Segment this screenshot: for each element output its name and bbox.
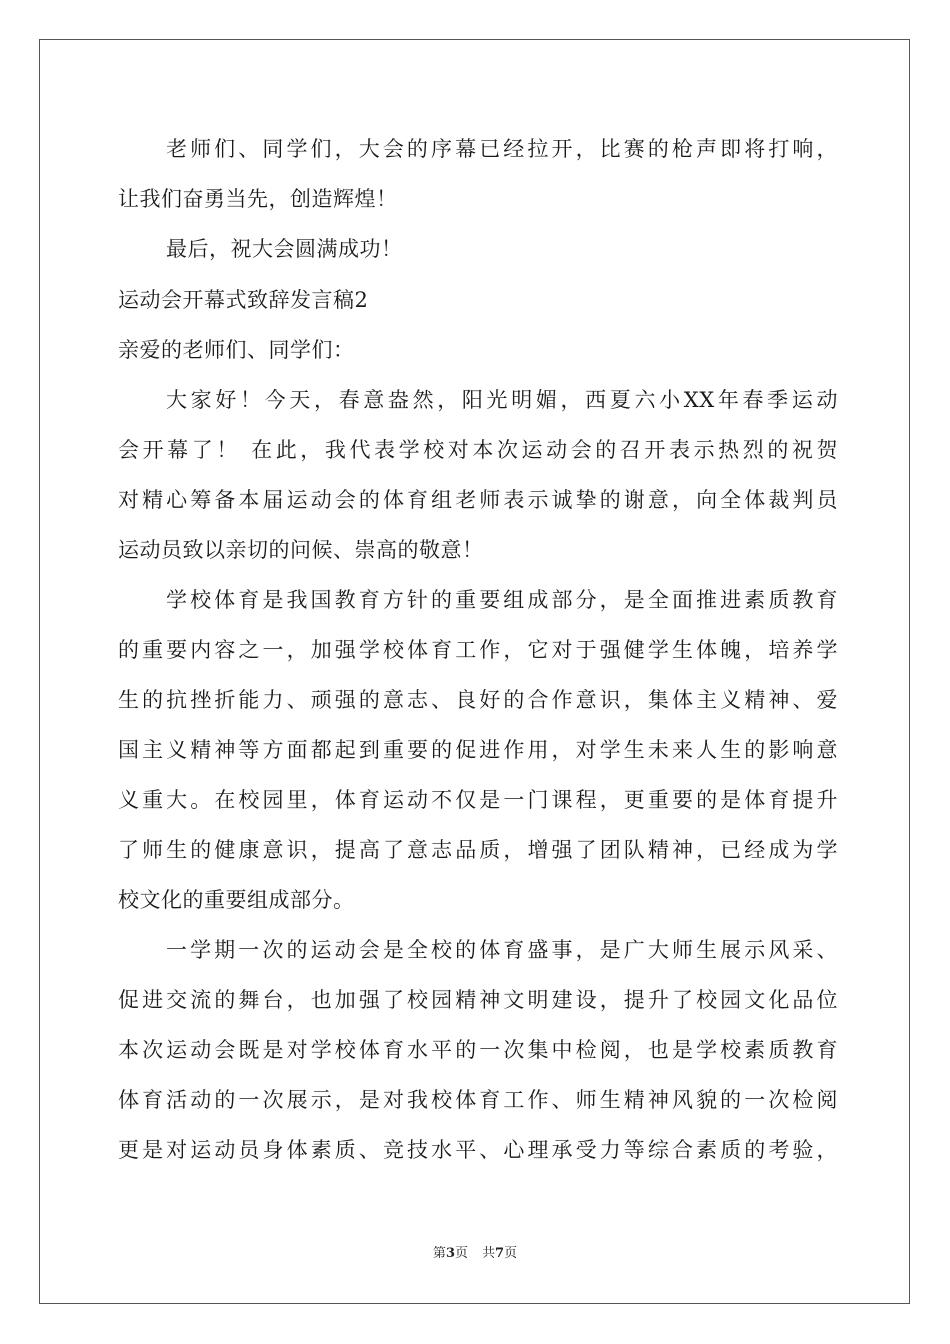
footer-page-total: 7	[495, 1246, 505, 1261]
footer-page-prefix: 第	[432, 1246, 446, 1261]
paragraph-line-21: 更是对运动员身体素质、竞技水平、心理承受力等综合素质的考验，	[118, 1138, 838, 1162]
paragraph-line-9: 运动员致以亲切的问候、崇高的敬意！	[118, 538, 484, 562]
paragraph-line-10: 学校体育是我国教育方针的重要组成部分，是全面推进素质教育	[166, 588, 838, 612]
paragraph-line-11: 的重要内容之一，加强学校体育工作，它对于强健学生体魄，培养学	[118, 638, 838, 662]
paragraph-line-18: 促进交流的舞台，也加强了校园精神文明建设，提升了校园文化品位	[118, 988, 838, 1012]
paragraph-line-8: 对精心筹备本届运动会的体育组老师表示诚挚的谢意，向全体裁判员	[118, 488, 838, 512]
footer-total-suffix: 页	[504, 1246, 518, 1261]
paragraph-line-13: 国主义精神等方面都起到重要的促进作用，对学生未来人生的影响意	[118, 738, 838, 762]
footer-total-prefix: 共	[482, 1246, 496, 1261]
paragraph-line-16: 校文化的重要组成部分。	[118, 888, 355, 912]
paragraph-line-2: 让我们奋勇当先，创造辉煌！	[118, 187, 398, 211]
paragraph-line-3: 最后，祝大会圆满成功！	[166, 237, 403, 261]
paragraph-line-7: 会开幕了！ 在此，我代表学校对本次运动会的召开表示热烈的祝贺	[118, 438, 838, 462]
paragraph-line-6: 大家好！今天，春意盎然，阳光明媚，西夏六小XX年春季运动	[166, 388, 838, 412]
page-footer	[0, 1245, 950, 1263]
footer-page-suffix: 页	[454, 1246, 468, 1261]
paragraph-line-14: 义重大。在校园里，体育运动不仅是一门课程，更重要的是体育提升	[118, 788, 838, 812]
paragraph-line-19: 本次运动会既是对学校体育水平的一次集中检阅，也是学校素质教育	[118, 1038, 838, 1062]
paragraph-line-15: 了师生的健康意识，提高了意志品质，增强了团队精神，已经成为学	[118, 838, 838, 862]
paragraph-line-20: 体育活动的一次展示，是对我校体育工作、师生精神风貌的一次检阅	[118, 1088, 838, 1112]
paragraph-line-12: 生的抗挫折能力、顽强的意志、良好的合作意识，集体主义精神、爱	[118, 688, 838, 712]
paragraph-line-1: 老师们、同学们，大会的序幕已经拉开，比赛的枪声即将打响，	[166, 137, 838, 161]
footer-page-current: 3	[445, 1246, 455, 1261]
paragraph-line-17: 一学期一次的运动会是全校的体育盛事，是广大师生展示风采、	[166, 938, 838, 962]
section-heading: 运动会开幕式致辞发言稿2	[118, 288, 369, 312]
salutation: 亲爱的老师们、同学们：	[118, 338, 355, 362]
